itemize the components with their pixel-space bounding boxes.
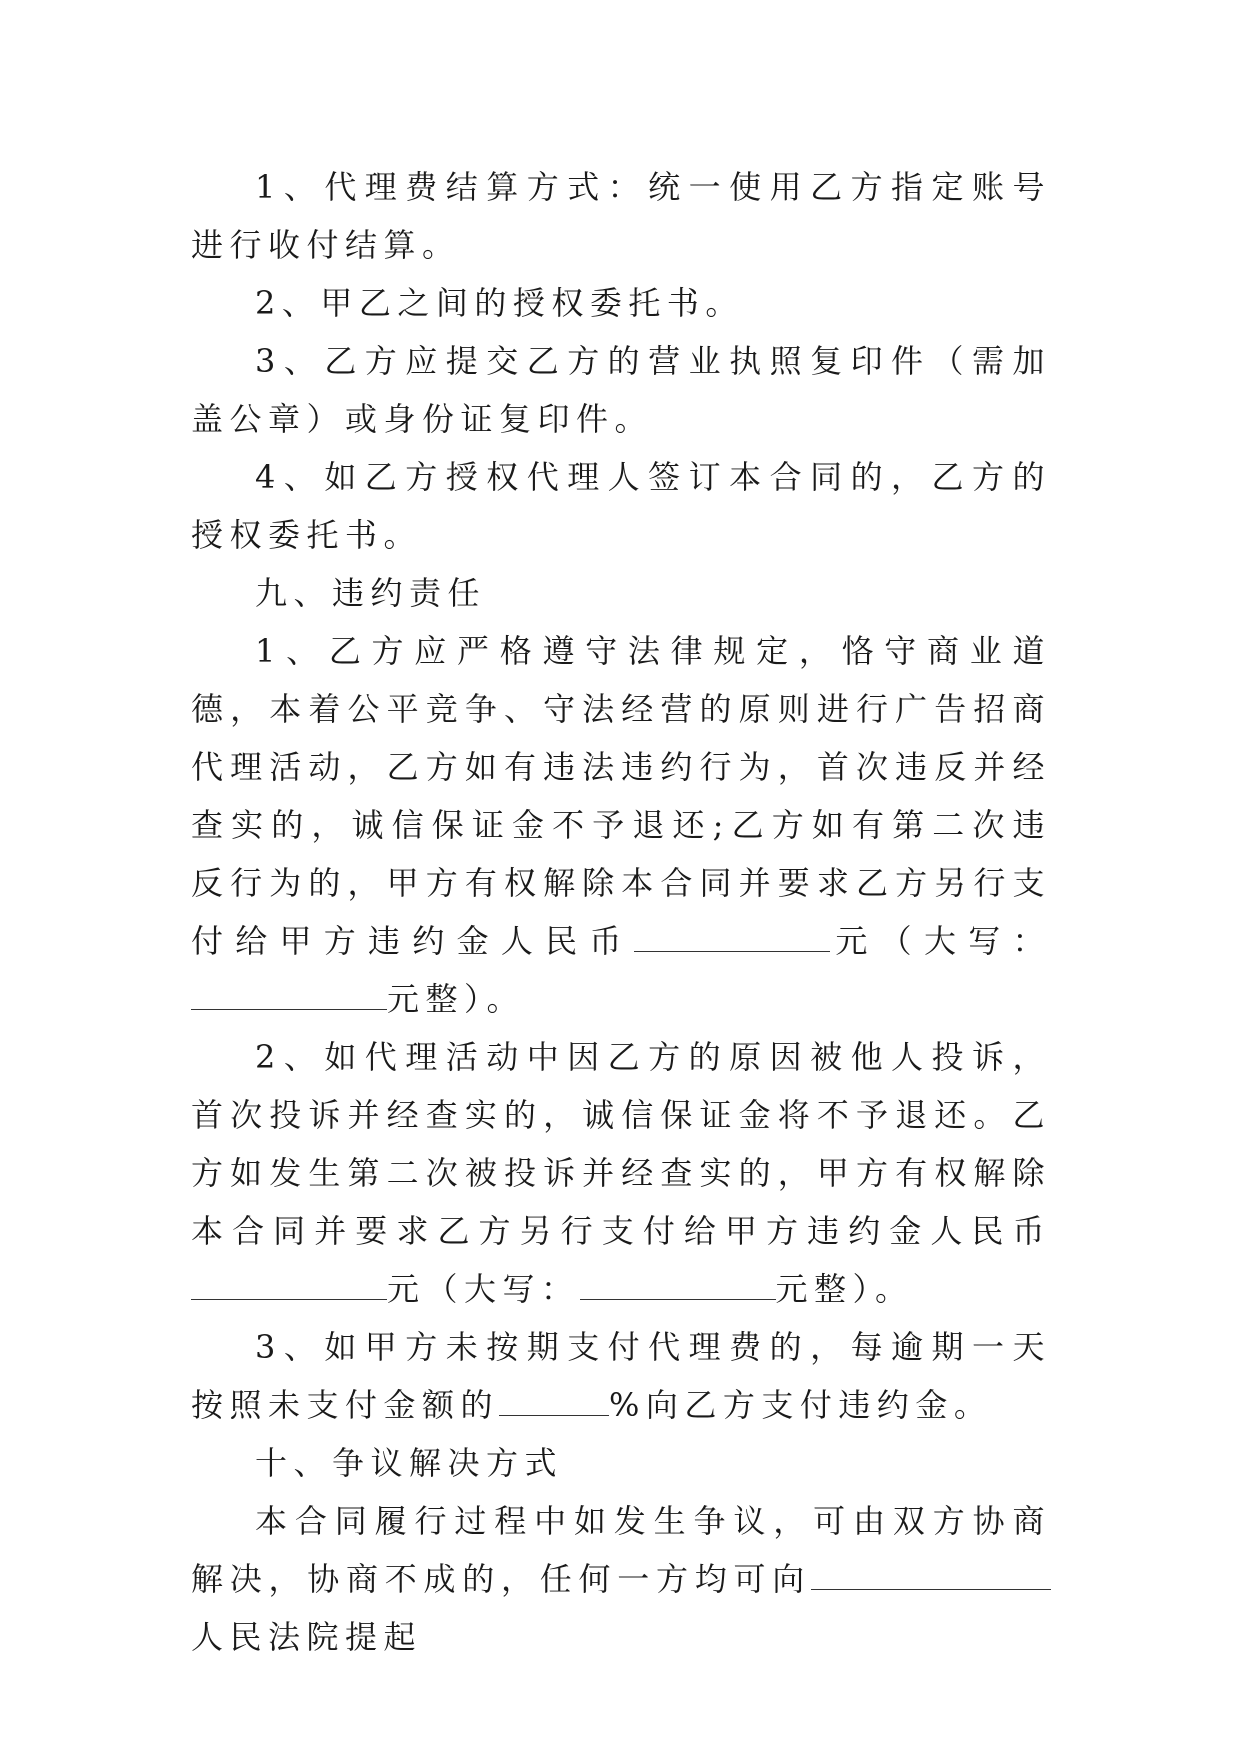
clause-authorization-letter: 2、甲乙之间的授权委托书。: [255, 284, 744, 322]
clause-liability-2: [191, 1028, 1051, 1318]
blank-amount-words-field: [580, 1273, 776, 1300]
blank-court-field: [811, 1563, 1051, 1590]
section-heading-dispute: 十、争议解决方式: [255, 1444, 564, 1482]
clause-liability-1-text: 1、乙方应严格遵守法律规定，恪守商业道德，本着公平竞争、守法经营的原则进行广告招商代理活动，乙方如有违法违约行为，首次违反并经查实的，诚信保证金不予退还;乙方如有第二次违反行为的，甲方有权解除本合同并要求乙方另行支付给甲方违约金人民币: [191, 632, 1051, 960]
clause-dispute-end: 人民法院提起: [191, 1618, 423, 1656]
clause-liability-3: [191, 1318, 1051, 1434]
clause-liability-2-end: 元整）。: [775, 1270, 914, 1308]
clause-payment-method: 1、代理费结算方式：统一使用乙方指定账号进行收付结算。: [191, 168, 1051, 264]
clause-liability-3-text: 3、如甲方未按期支付代理费的，每逾期一天按照未支付金额的: [191, 1328, 1051, 1424]
clause-dispute: [191, 1492, 1051, 1666]
clause-liability-2-mid: 元（大写：: [387, 1270, 580, 1308]
blank-amount-field: [191, 1273, 387, 1300]
clause-business-license: 3、乙方应提交乙方的营业执照复印件（需加盖公章）或身份证复印件。: [191, 342, 1051, 438]
clause-liability-2-text: 2、如代理活动中因乙方的原因被他人投诉，首次投诉并经查实的，诚信保证金将不予退还。乙方如发生第二次被投诉并经查实的，甲方有权解除本合同并要求乙方另行支付给甲方违约金人民币: [191, 1038, 1051, 1250]
section-heading-liability: 九、违约责任: [255, 574, 487, 612]
blank-amount-words-field: [191, 983, 387, 1010]
document-body: [191, 158, 1051, 1666]
clause-liability-1-mid: 元（大写：: [829, 922, 1051, 960]
clause-liability-1: [191, 622, 1051, 1028]
blank-percent-field: [499, 1389, 609, 1416]
clause-liability-3-end: %向乙方支付违约金。: [609, 1386, 993, 1424]
clause-agent-authorization: 4、如乙方授权代理人签订本合同的，乙方的授权委托书。: [191, 458, 1051, 554]
clause-liability-1-end: 元整）。: [387, 980, 526, 1018]
blank-amount-field: [634, 925, 830, 952]
clause-dispute-text: 本合同履行过程中如发生争议，可由双方协商解决，协商不成的，任何一方均可向: [191, 1502, 1051, 1598]
